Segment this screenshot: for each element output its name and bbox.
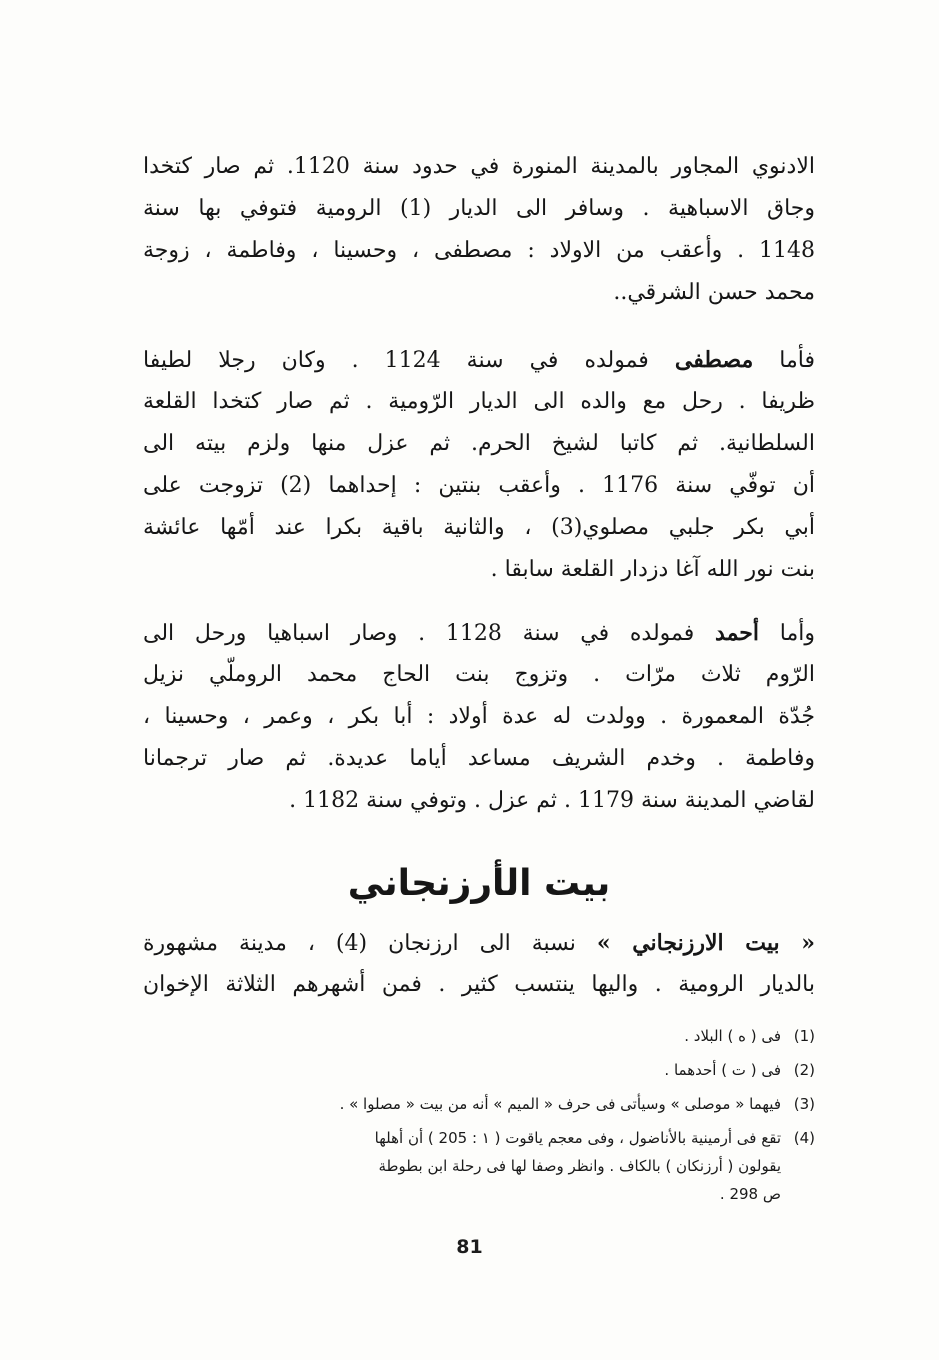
- footnote-3: [150, 1090, 815, 1118]
- text-line: جُدّة المعمورة . وولدت له عدة أولاد : أبا بكر ، وعمر ، وحسينا ،: [143, 704, 815, 729]
- text-line: لقاضي المدينة سنة 1179 . ثم عزل . وتوفي سنة 1182 .: [289, 788, 815, 813]
- text-line: [143, 339, 815, 381]
- text-line: الرّوم ثلاث مرّات . وتزوج بنت الحاج محمد الروملّي نزيل: [143, 662, 815, 687]
- text-line: الادنوي المجاور بالمدينة المنورة في حدود سنة 1120. ثم صار كتخدا: [143, 154, 815, 179]
- footnote-line: فى ( ه ) البلاد .: [684, 1027, 781, 1045]
- text-line: [143, 612, 815, 654]
- family-name-bold: « بيت الارزنجاني »: [596, 930, 815, 956]
- page-number: 81: [456, 1236, 483, 1258]
- text-line: محمد حسن الشرقي..: [613, 280, 815, 305]
- text-line: 1148 . وأعقب من الاولاد : مصطفى ، وحسينا ، وفاطمة ، زوجة: [143, 238, 815, 263]
- footnote-number: (1): [793, 1027, 815, 1045]
- footnote-line: فيهما « موصلى » وسيأتى فى حرف « الميم » أنه من بيت « مصلوا » .: [339, 1095, 781, 1113]
- footnote-1: [150, 1022, 815, 1050]
- paragraph-1: [143, 146, 815, 314]
- footnote-line: تقع فى أرمينية بالأناضول ، وفى معجم ياقوت ( ١ : 205 ) أن أهلها: [374, 1129, 781, 1147]
- text-line: بالديار الرومية . واليها ينتسب كثير . فمن أشهرهم الثلاثة الإخوان: [143, 972, 815, 997]
- paragraph-first-line-rest: فمولده في سنة 1128 . وصار اسباهيا ورحل الى: [143, 621, 695, 646]
- footnote-4: [150, 1124, 815, 1208]
- footnotes: [150, 1022, 815, 1214]
- footnote-text: [150, 1022, 781, 1050]
- paragraph-lead-word: فأما: [779, 348, 815, 373]
- footnote-text: [150, 1056, 781, 1084]
- footnote-line: يقولون ( أرزنكان ) بالكاف . وانظر وصفا لها فى رحلة ابن بطوطة: [378, 1157, 781, 1175]
- text-line: أن توفّي سنة 1176 . وأعقب بنتين : إحداهما (2) تزوجت على: [143, 473, 815, 498]
- paragraph-3: [143, 612, 815, 822]
- text-line: وجاق الاسباهية . وسافر الى الديار (1) الرومية فتوفي بها سنة: [143, 196, 815, 221]
- text-line: ظريفا . رحل مع والده الى الديار الرّومية . ثم صار كتخدا القلعة: [143, 389, 815, 414]
- person-name-bold: مصطفى: [674, 347, 754, 373]
- section-heading: بيت الأرزنجاني: [347, 863, 611, 904]
- footnote-number: (3): [793, 1095, 815, 1113]
- footnote-2: [150, 1056, 815, 1084]
- paragraph-first-line-rest: فمولده في سنة 1124 . وكان رجلا لطيفا: [143, 348, 649, 373]
- footnote-number: (2): [793, 1061, 815, 1079]
- person-name-bold: أحمد: [715, 620, 760, 646]
- paragraph-4: [143, 922, 815, 1006]
- paragraph-2: [143, 339, 815, 591]
- footnote-line: ص 298 .: [719, 1185, 781, 1203]
- text-line: بنت نور الله آغا دزدار القلعة سابقا .: [490, 557, 815, 582]
- footnote-number: (4): [793, 1129, 815, 1147]
- footnote-text: [150, 1124, 781, 1208]
- text-line: [143, 922, 815, 964]
- text-line: أبي بكر جلبي مصلوي(3) ، والثانية باقية بكرا عند أمّها عائشة: [143, 515, 815, 540]
- text-line: وفاطمة . وخدم الشريف مساعد أياما عديدة. ثم صار ترجمانا: [143, 746, 815, 771]
- text-line: السلطانية. ثم كاتبا لشيخ الحرم. ثم عزل منها ولزم بيته الى: [143, 431, 815, 456]
- footnote-text: [150, 1090, 781, 1118]
- footnote-line: فى ( ت ) أحدهما .: [664, 1061, 781, 1079]
- paragraph-lead-word: وأما: [779, 621, 815, 646]
- paragraph-first-line-rest: نسبة الى ارزنجان (4) ، مدينة مشهورة: [143, 931, 576, 956]
